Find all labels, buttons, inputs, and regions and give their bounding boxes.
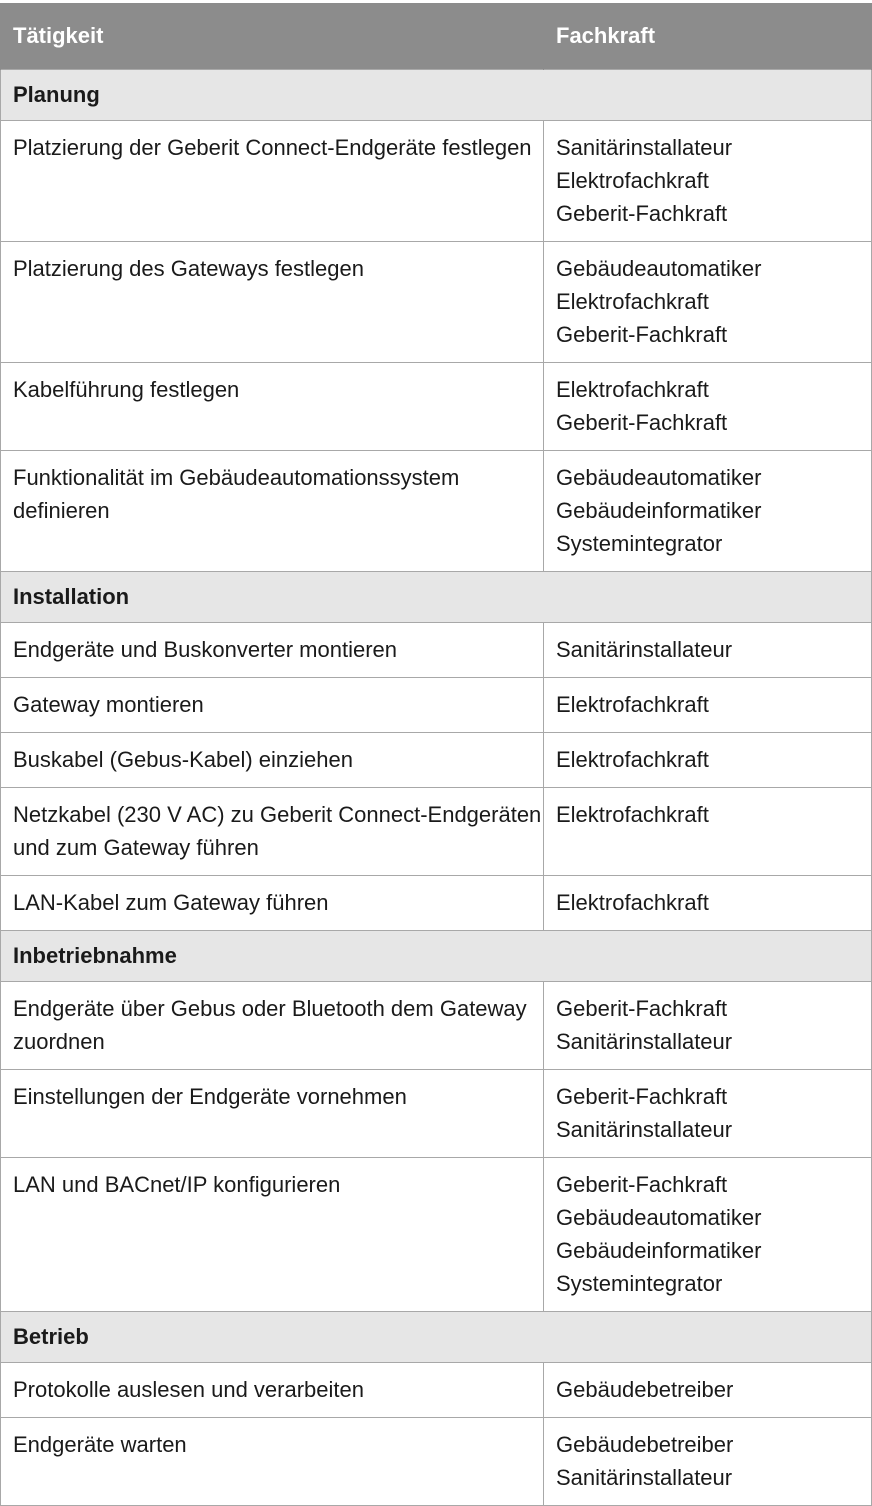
specialist-role: Sanitärinstallateur [556,1029,733,1054]
section-title: Installation [1,572,872,623]
activity-text-line: Platzierung des Gateways festlegen [13,256,364,281]
specialist-cell [544,788,872,876]
specialist-cell [544,982,872,1070]
activity-text-line: Endgeräte über Gebus oder Bluetooth dem Gateway [13,996,527,1021]
table-row [1,1158,872,1312]
section-row [1,70,872,121]
specialist-role: Geberit-Fachkraft [556,410,728,435]
specialist-role: Elektrofachkraft [556,747,709,772]
responsibility-table-container [0,3,872,1506]
activity-cell [1,623,544,678]
section-title: Inbetriebnahme [1,931,872,982]
section-row [1,572,872,623]
activity-text-line: zuordnen [13,1029,105,1054]
activity-cell [1,788,544,876]
table-row [1,1363,872,1418]
table-row [1,1070,872,1158]
specialist-role: Gebäudeinformatiker [556,498,762,523]
specialist-role: Gebäudeautomatiker [556,465,762,490]
table-header-row [1,3,872,70]
table-row [1,678,872,733]
specialist-role: Gebäudebetreiber [556,1377,734,1402]
activity-text-line: Gateway montieren [13,692,204,717]
specialist-role: Elektrofachkraft [556,802,709,827]
activity-text-line: Einstellungen der Endgeräte vornehmen [13,1084,407,1109]
activity-cell [1,363,544,451]
specialist-role: Gebäudeautomatiker [556,1205,762,1230]
table-row [1,121,872,242]
activity-cell [1,1418,544,1506]
specialist-cell [544,1070,872,1158]
specialist-cell [544,451,872,572]
section-row [1,1312,872,1363]
table-row [1,982,872,1070]
activity-text-line: Funktionalität im Gebäudeautomationssystem [13,465,460,490]
specialist-cell [544,733,872,788]
specialist-role: Geberit-Fachkraft [556,322,728,347]
activity-cell [1,242,544,363]
activity-text-line: Endgeräte warten [13,1432,187,1457]
table-row [1,1418,872,1506]
table-row [1,623,872,678]
activity-cell [1,121,544,242]
activity-text-line: definieren [13,498,110,523]
specialist-role: Systemintegrator [556,1271,723,1296]
activity-text-line: Protokolle auslesen und verarbeiten [13,1377,365,1402]
specialist-role: Elektrofachkraft [556,168,709,193]
specialist-cell [544,121,872,242]
section-row [1,931,872,982]
specialist-cell [544,1363,872,1418]
section-title: Planung [1,70,872,121]
specialist-role: Sanitärinstallateur [556,135,733,160]
activity-text-line: Kabelführung festlegen [13,377,240,402]
table-row [1,788,872,876]
activity-cell [1,876,544,931]
specialist-role: Geberit-Fachkraft [556,1172,728,1197]
specialist-cell [544,623,872,678]
activity-cell [1,1070,544,1158]
activity-text-line: LAN und BACnet/IP konfigurieren [13,1172,341,1197]
specialist-cell [544,876,872,931]
column-header-activity: Tätigkeit [1,3,544,70]
specialist-cell [544,678,872,733]
section-title: Betrieb [1,1312,872,1363]
activity-text-line: Endgeräte und Buskonverter montieren [13,637,398,662]
specialist-role: Gebäudeautomatiker [556,256,762,281]
activity-text-line: Netzkabel (230 V AC) zu Geberit Connect-Endgeräten [13,802,542,827]
specialist-role: Geberit-Fachkraft [556,996,728,1021]
specialist-cell [544,1158,872,1312]
activity-cell [1,1363,544,1418]
activity-text-line: Platzierung der Geberit Connect-Endgeräte festlegen [13,135,532,160]
specialist-role: Gebäudebetreiber [556,1432,734,1457]
specialist-role: Elektrofachkraft [556,890,709,915]
specialist-role: Elektrofachkraft [556,289,709,314]
activity-cell [1,678,544,733]
activity-text-line: und zum Gateway führen [13,835,259,860]
specialist-role: Elektrofachkraft [556,377,709,402]
column-header-specialist: Fachkraft [544,3,872,70]
specialist-cell [544,242,872,363]
table-row [1,451,872,572]
specialist-role: Systemintegrator [556,531,723,556]
specialist-role: Sanitärinstallateur [556,637,733,662]
activity-cell [1,451,544,572]
specialist-role: Elektrofachkraft [556,692,709,717]
activity-text-line: LAN-Kabel zum Gateway führen [13,890,329,915]
specialist-cell [544,363,872,451]
activity-cell [1,733,544,788]
specialist-cell [544,1418,872,1506]
responsibility-table [0,3,872,1506]
table-row [1,363,872,451]
table-row [1,733,872,788]
specialist-role: Geberit-Fachkraft [556,201,728,226]
table-row [1,242,872,363]
specialist-role: Sanitärinstallateur [556,1465,733,1490]
activity-cell [1,982,544,1070]
table-body [1,70,872,1506]
activity-cell [1,1158,544,1312]
table-row [1,876,872,931]
activity-text-line: Buskabel (Gebus-Kabel) einziehen [13,747,353,772]
specialist-role: Gebäudeinformatiker [556,1238,762,1263]
specialist-role: Geberit-Fachkraft [556,1084,728,1109]
specialist-role: Sanitärinstallateur [556,1117,733,1142]
